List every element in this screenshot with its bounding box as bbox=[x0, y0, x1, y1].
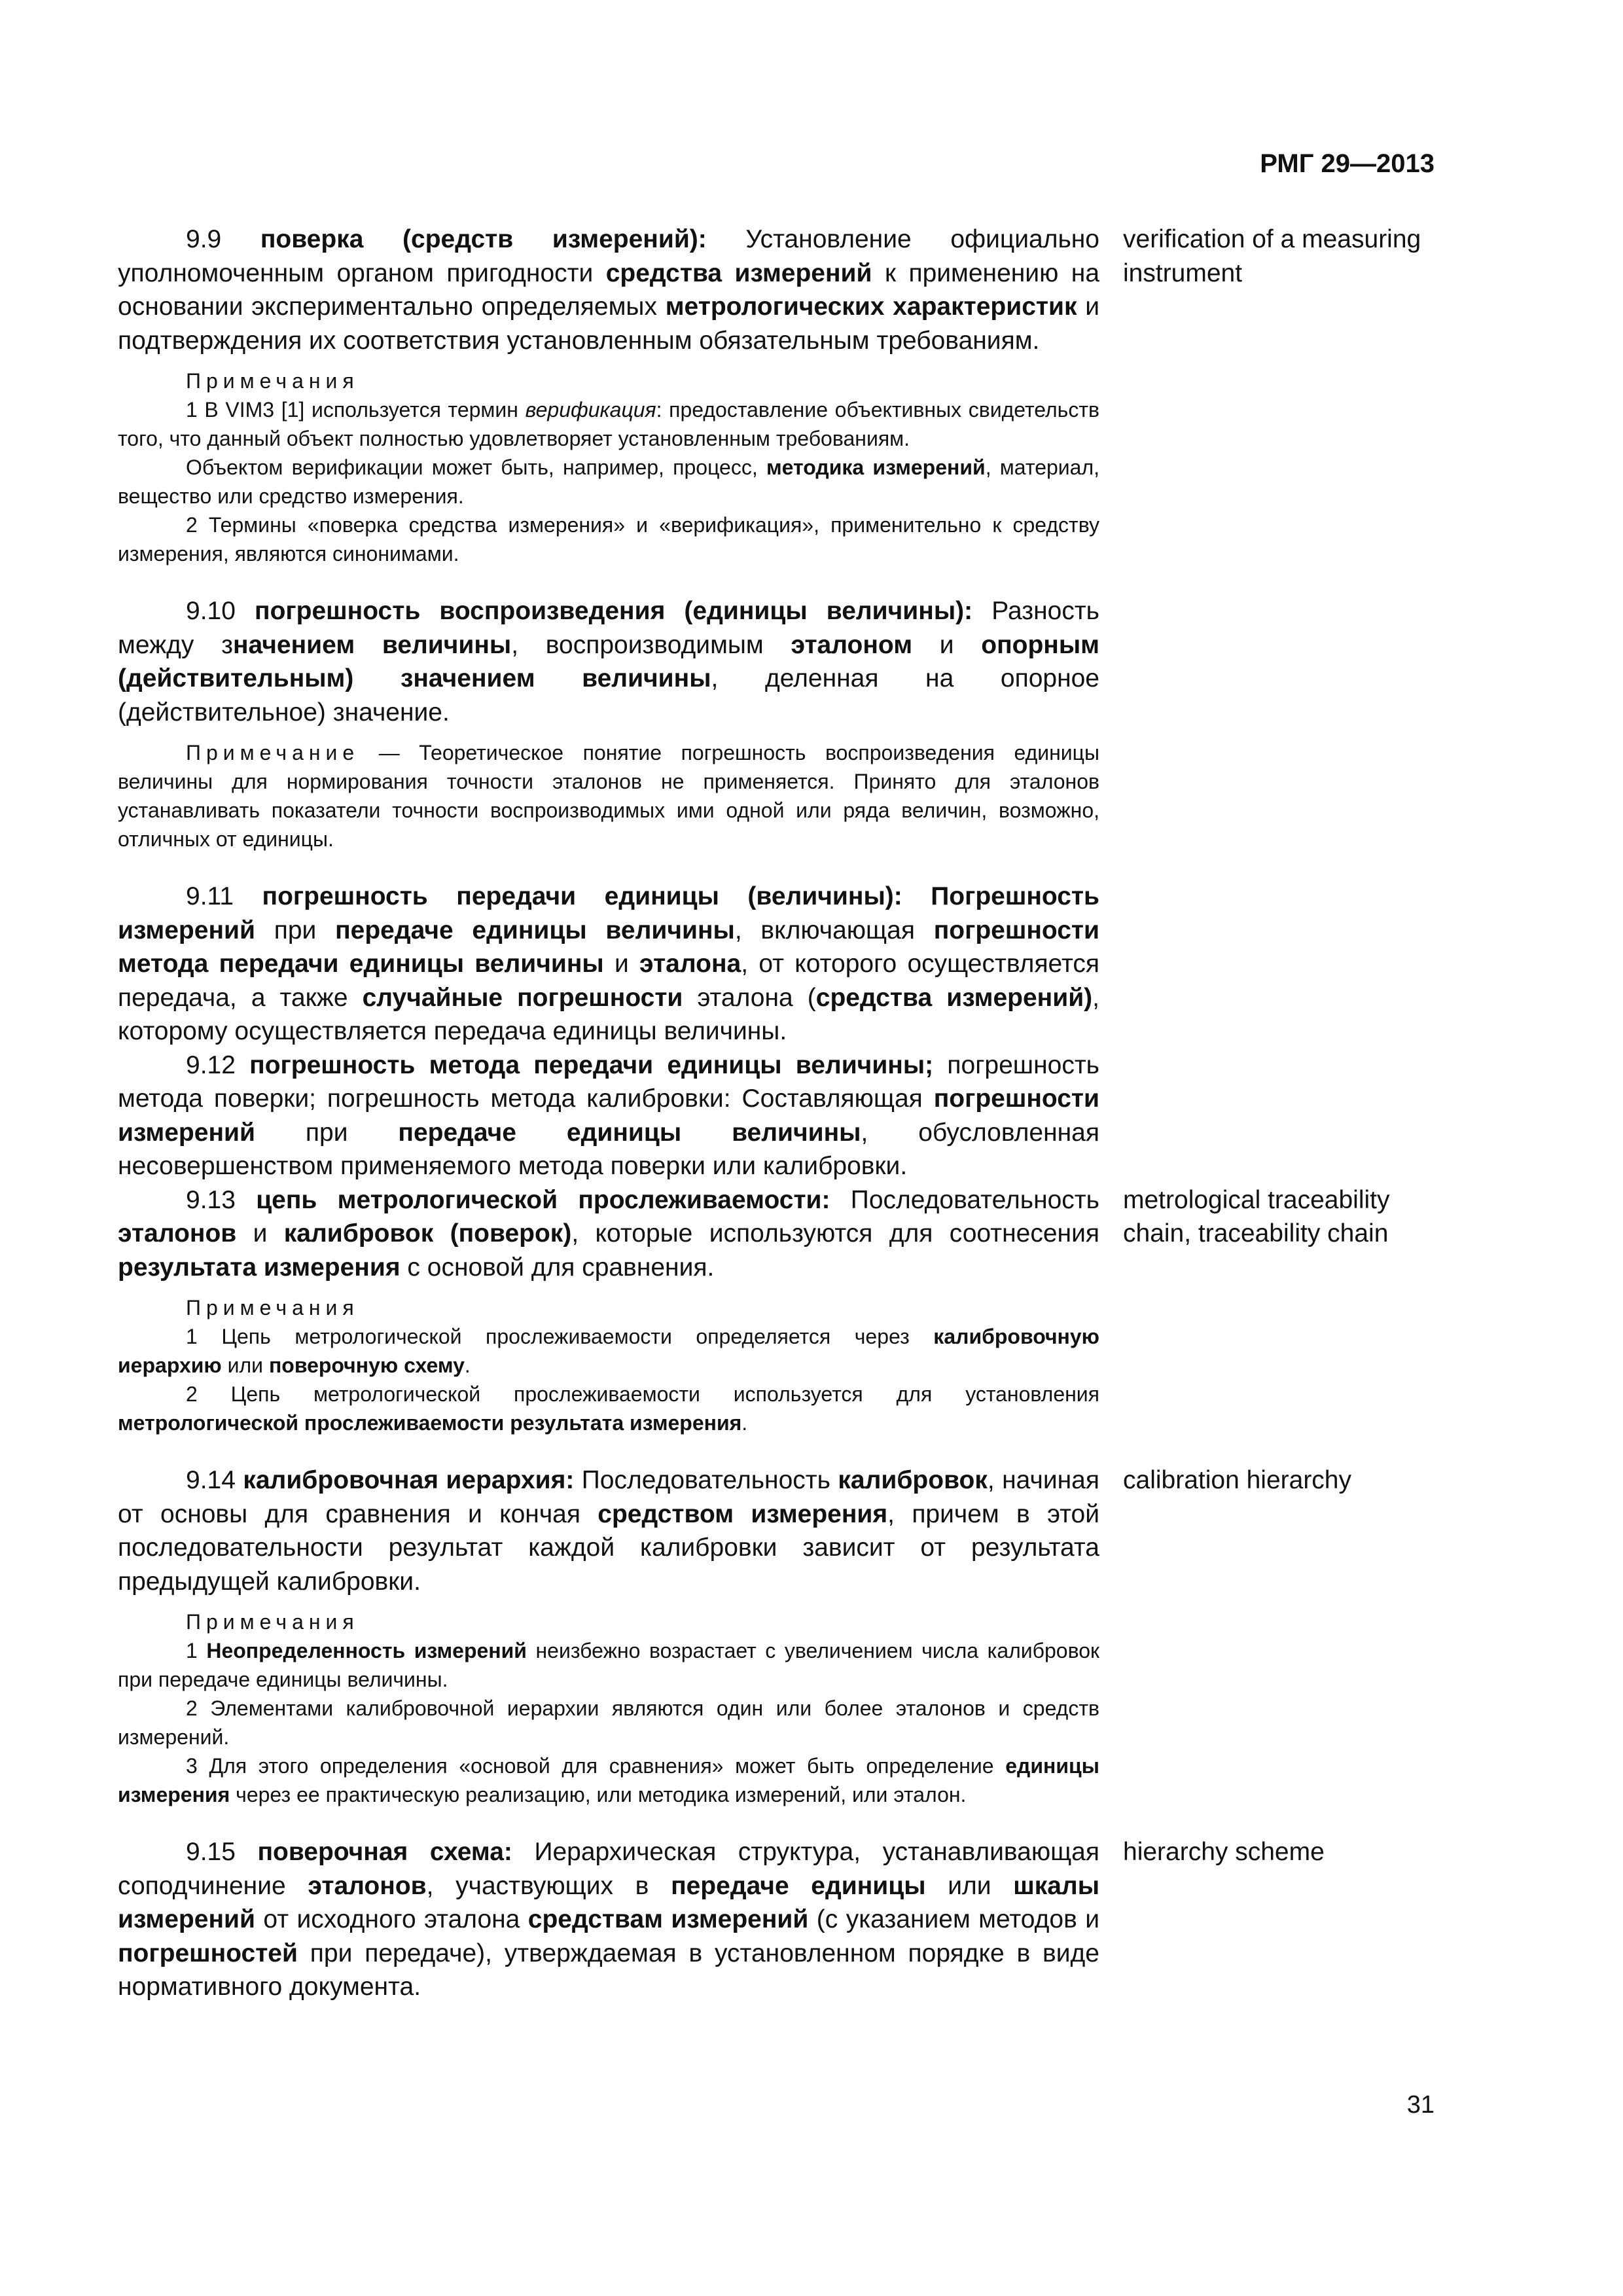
notes-block bbox=[118, 367, 1099, 568]
notes-heading: Примечания bbox=[186, 1296, 359, 1319]
document-code: РМГ 29—2013 bbox=[1260, 149, 1435, 178]
entry-spacer bbox=[118, 1817, 1492, 1835]
note-text: Объектом верификации может быть, например, процесс, bbox=[186, 456, 766, 479]
definition-paragraph bbox=[118, 1463, 1099, 1598]
definition-text: от исходного эталона bbox=[255, 1905, 528, 1933]
definition-term: калибровок (поверок) bbox=[283, 1219, 572, 1247]
definition-term: опорным (действительным) значением величины bbox=[118, 630, 1099, 692]
notes-block bbox=[118, 1607, 1099, 1809]
notes-heading: Примечания bbox=[186, 1610, 359, 1634]
note-paragraph bbox=[118, 1380, 1099, 1437]
definition-term: эталона bbox=[639, 950, 741, 978]
definition-text: эталона ( bbox=[683, 983, 816, 1012]
definition-text: погрешность метода поверки; погрешность метода калибровки: Составляющая bbox=[118, 1050, 1099, 1113]
definition-text: , деленная на опорное (действительное) значение. bbox=[118, 664, 1099, 726]
note-text: неизбежно возрастает с увеличением числа калибровок при передаче единицы величины. bbox=[118, 1639, 1100, 1691]
entry-9-14 bbox=[118, 1463, 1492, 1809]
note-text: 1 Цепь метрологической прослеживаемости определяется через bbox=[186, 1325, 934, 1348]
note-text: через ее практическую реализацию, или методика измерений, или эталон. bbox=[230, 1783, 967, 1806]
entry-9-10 bbox=[118, 594, 1492, 853]
note-paragraph bbox=[118, 1636, 1099, 1694]
entry-text-column bbox=[118, 1835, 1099, 2004]
definition-text: с основой для сравнения. bbox=[400, 1253, 715, 1282]
note-paragraph bbox=[118, 511, 1099, 568]
definition-text: 9.12 bbox=[186, 1050, 250, 1079]
english-term: calibration hierarchy bbox=[1123, 1466, 1352, 1494]
entry-text-column bbox=[118, 1463, 1099, 1809]
entry-text-column bbox=[118, 1183, 1099, 1438]
definition-text: , участвующих в bbox=[426, 1871, 671, 1900]
note-term: метрологической прослеживаемости результата измерения bbox=[118, 1411, 742, 1435]
definition-text: Установление официально уполномоченным органом пригодности bbox=[118, 225, 1099, 287]
note-paragraph bbox=[118, 1694, 1099, 1751]
entry-9-9 bbox=[118, 223, 1492, 568]
definition-text: , воспроизводимым bbox=[511, 630, 791, 659]
note-paragraph bbox=[118, 453, 1099, 511]
definition-text: 9.9 bbox=[186, 225, 260, 253]
notes-block bbox=[118, 738, 1099, 853]
definition-text: Последовательность bbox=[574, 1466, 838, 1494]
definition-text: , включающая bbox=[734, 916, 934, 944]
definition-term: калибровочная иерархия: bbox=[243, 1466, 575, 1494]
definition-text: , от которого осуществляется передача, а также bbox=[118, 950, 1099, 1012]
english-term: verification of a measuring instrument bbox=[1123, 225, 1421, 287]
entry-9-13 bbox=[118, 1183, 1492, 1438]
note-text: : предоставление объективных свидетельств того, что данный объект полностью удовлетворяет установленным требованиям. bbox=[118, 398, 1100, 450]
definition-paragraph bbox=[118, 594, 1099, 729]
note-text: — Теоретическое понятие погрешность воспроизведения единицы величины для нормирования точности эталонов не применяется. Принято для эталонов устанавливать показатели точности воспроизводимых ими одной или ряда величин, возможно, отличных от единицы. bbox=[118, 741, 1099, 851]
definition-term: погрешность передачи единицы (величины): Погрешность измерений bbox=[118, 882, 1099, 944]
definition-term: эталонов bbox=[308, 1871, 427, 1900]
definition-term: погрешность метода передачи единицы величины; bbox=[249, 1050, 934, 1079]
note-paragraph bbox=[118, 1322, 1099, 1380]
definition-term: погрешностей bbox=[118, 1939, 298, 1967]
page-number: 31 bbox=[1406, 2091, 1435, 2119]
definition-text: 9.14 bbox=[186, 1466, 243, 1494]
note-text: 2 Цепь метрологической прослеживаемости используется для установления bbox=[186, 1382, 1099, 1406]
note-term: Неопределенность измерений bbox=[206, 1639, 527, 1662]
definition-text: 9.10 bbox=[186, 597, 255, 625]
definition-term: передаче единицы величины bbox=[335, 916, 735, 944]
definition-term: погрешности метода передачи единицы величины bbox=[118, 916, 1100, 978]
definition-term: погрешности измерений bbox=[118, 1085, 1099, 1147]
definition-text: Иерархическая структура, устанавливающая соподчинение bbox=[118, 1838, 1099, 1900]
note-text: 1 В VIM3 [1] используется термин bbox=[186, 398, 526, 422]
definition-text: и bbox=[603, 950, 640, 978]
definition-text: при bbox=[255, 1118, 399, 1147]
definition-term: цепь метрологической прослеживаемости: bbox=[256, 1185, 830, 1214]
document-body bbox=[118, 223, 1492, 2004]
definition-text: и bbox=[236, 1219, 284, 1247]
definition-term: эталонов bbox=[118, 1219, 237, 1247]
entry-9-12 bbox=[118, 1049, 1492, 1183]
definition-term: средством измерения bbox=[597, 1499, 888, 1528]
definition-text: , начиная от основы для сравнения и кончая bbox=[118, 1466, 1099, 1528]
entry-9-15 bbox=[118, 1835, 1492, 2004]
definition-term: средствам измерений bbox=[527, 1905, 809, 1933]
definition-text: 9.13 bbox=[186, 1185, 257, 1214]
entry-text-column bbox=[118, 594, 1099, 853]
note-text: . bbox=[464, 1354, 471, 1377]
definition-text: при передаче), утверждаемая в установленном порядке в виде нормативного документа. bbox=[118, 1939, 1099, 2001]
definition-term: погрешность воспроизведения (единицы величины): bbox=[255, 597, 973, 625]
entry-text-column bbox=[118, 223, 1099, 568]
note-text: или bbox=[221, 1354, 269, 1377]
definition-term: передаче единицы bbox=[671, 1871, 926, 1900]
definition-term: шкалы измерений bbox=[118, 1871, 1100, 1933]
definition-term: средства измерений) bbox=[815, 983, 1093, 1012]
note-text: , материал, вещество или средство измерения. bbox=[118, 456, 1100, 508]
note-term: калибровочную иерархию bbox=[118, 1325, 1099, 1377]
definition-term: калибровок bbox=[838, 1466, 988, 1494]
definition-paragraph bbox=[118, 880, 1099, 1049]
note-term: единицы измерения bbox=[118, 1754, 1099, 1806]
definition-text: Последовательность bbox=[830, 1185, 1099, 1214]
definition-text: при bbox=[255, 916, 336, 944]
definition-text: или bbox=[925, 1871, 1014, 1900]
definition-text: к применению на основании экспериментально определяемых bbox=[118, 259, 1100, 321]
english-term: hierarchy scheme bbox=[1123, 1838, 1325, 1866]
definition-term: случайные погрешности bbox=[362, 983, 683, 1012]
note-heading: Примечание bbox=[186, 741, 360, 764]
definition-paragraph bbox=[118, 223, 1099, 357]
definition-term: передаче единицы величины bbox=[398, 1118, 861, 1147]
definition-text: (с указанием методов и bbox=[808, 1905, 1100, 1933]
entry-text-column bbox=[118, 880, 1099, 1049]
definition-text: , причем в этой последовательности результат каждой калибровки зависит от результата предыдущей калибровки. bbox=[118, 1499, 1100, 1596]
definition-term: начением величины bbox=[233, 630, 512, 659]
notes-block bbox=[118, 1293, 1099, 1437]
note-text: 1 bbox=[186, 1639, 207, 1662]
entry-text-column bbox=[118, 1049, 1099, 1183]
definition-text: , которые используются для соотнесения bbox=[571, 1219, 1099, 1247]
definition-paragraph bbox=[118, 1049, 1099, 1183]
note-term: методика измерений bbox=[766, 456, 986, 479]
note-text: . bbox=[741, 1411, 748, 1435]
note-text: 3 Для этого определения «основой для сравнения» может быть определение bbox=[186, 1754, 1006, 1778]
note-text: верификация bbox=[525, 398, 656, 422]
entry-spacer bbox=[118, 861, 1492, 880]
note-term: поверочную схему bbox=[268, 1354, 465, 1377]
definition-text: , которому осуществляется передача единицы величины. bbox=[118, 983, 1099, 1045]
note-text: 2 Элементами калибровочной иерархии являются один или более эталонов и средств измерений. bbox=[118, 1696, 1099, 1749]
definition-text: и подтверждения их соответствия установленным обязательным требованиям. bbox=[118, 293, 1099, 355]
definition-term: поверка (средств измерений): bbox=[260, 225, 707, 253]
definition-paragraph bbox=[118, 1183, 1099, 1285]
notes-heading: Примечания bbox=[186, 369, 359, 393]
entry-9-11 bbox=[118, 880, 1492, 1049]
definition-term: средства измерений bbox=[605, 259, 872, 287]
definition-text: , обусловленная несовершенством применяемого метода поверки или калибровки. bbox=[118, 1118, 1099, 1180]
definition-term: результата измерения bbox=[118, 1253, 401, 1282]
note-paragraph bbox=[118, 395, 1099, 453]
note-paragraph bbox=[118, 1751, 1099, 1809]
definition-text: 9.15 bbox=[186, 1838, 258, 1866]
entry-spacer bbox=[118, 1445, 1492, 1463]
definition-paragraph bbox=[118, 1835, 1099, 2004]
note-text: 2 Термины «поверка средства измерения» и «верификация», применительно к средству измерения, являются синонимами. bbox=[118, 513, 1099, 565]
definition-text: и bbox=[912, 630, 982, 659]
english-term: metrological traceability chain, traceability chain bbox=[1123, 1185, 1390, 1247]
definition-text: 9.11 bbox=[186, 882, 262, 910]
entry-spacer bbox=[118, 576, 1492, 594]
definition-term: поверочная схема: bbox=[257, 1838, 512, 1866]
definition-term: метрологических характеристик bbox=[665, 293, 1077, 321]
definition-term: эталоном bbox=[791, 630, 913, 659]
note-paragraph bbox=[118, 738, 1099, 853]
definition-text: Разность между з bbox=[118, 597, 1099, 659]
